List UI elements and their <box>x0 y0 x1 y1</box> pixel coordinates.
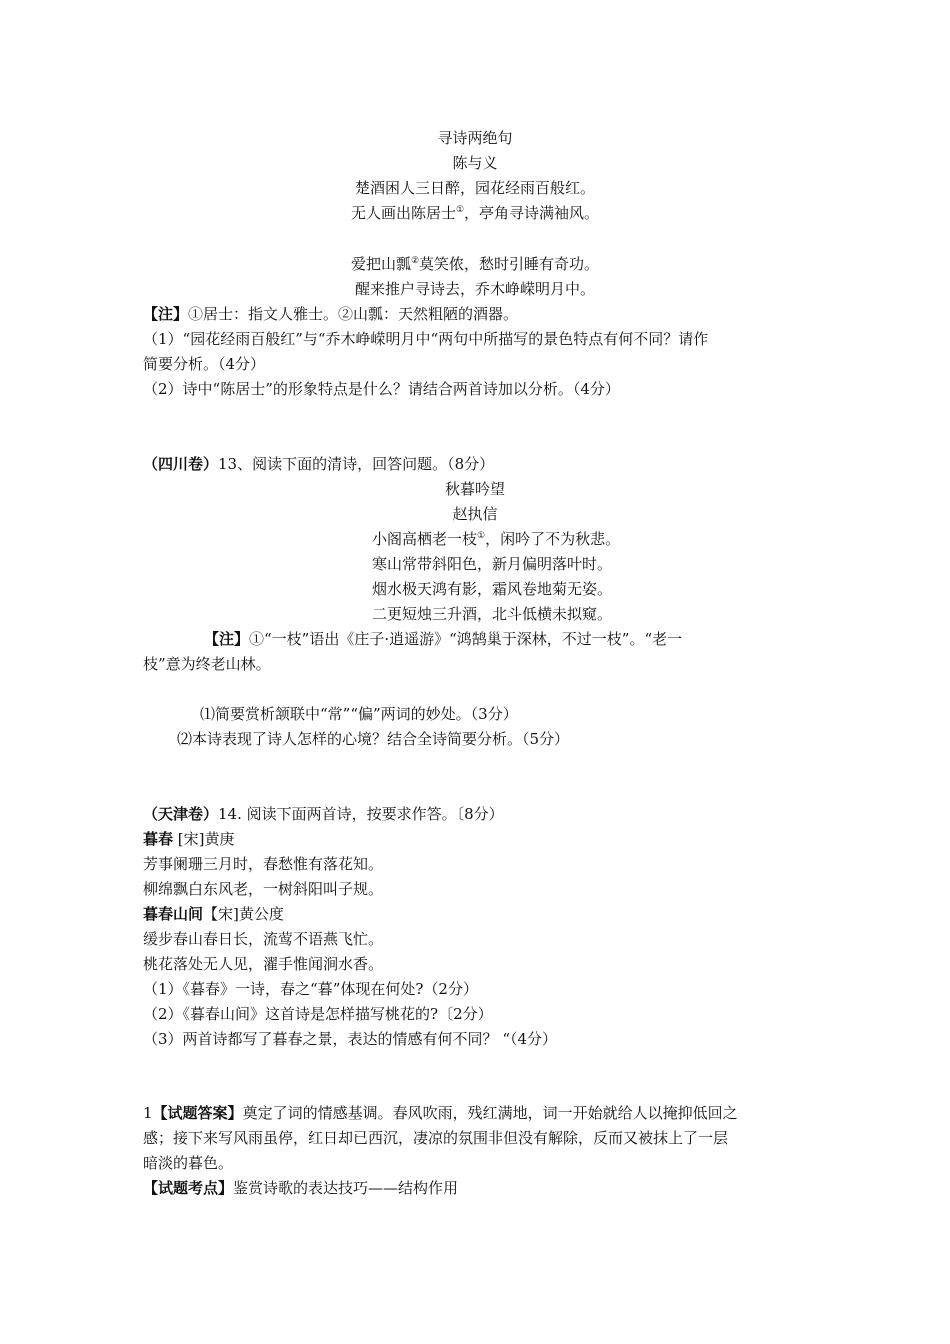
section-intro: 14. 阅读下面两首诗，按要求作答。〔8分） <box>218 805 504 823</box>
poem-line: 缓步春山春日长，流莺不语燕飞忙。 <box>143 930 384 948</box>
note <box>143 302 518 327</box>
answer-text: 奠定了词的情感基调。春风吹雨，残红满地，词一开始就给人以掩抑低回之 <box>242 1104 738 1122</box>
poem-line <box>0 201 950 226</box>
poem-line <box>0 252 950 277</box>
knowledge-point-label: 【试题考点】 <box>143 1179 234 1197</box>
answer-number: 1 <box>143 1104 153 1122</box>
poem-text: ，亭角寻诗满袖风。 <box>464 204 600 222</box>
poem-line: 醒来推户寻诗去，乔木峥嵘明月中。 <box>354 280 595 298</box>
poem-text: ，闲吟了不为秋悲。 <box>485 530 621 548</box>
poem-author: 【宋]黄公度 <box>203 905 284 923</box>
poem-text: 无人画出陈居士 <box>350 204 456 222</box>
answer-line: 感；接下来写风雨虽停，红日却已西沉，凄凉的氛围非但没有解除，反而又被抹上了一层 <box>143 1129 729 1147</box>
poem-line: 柳绵飘白东风老，一树斜阳叫子规。 <box>143 880 384 898</box>
footnote-marker: ② <box>410 256 420 266</box>
note-text: ①“一枝”语出《庄子·逍遥游》“鸿鹄巢于深林，不过一枝”。“老一 <box>249 630 683 648</box>
poem-line: 芳事阑珊三月时，春愁惟有落花知。 <box>143 855 384 873</box>
poem-title: 暮春 <box>143 830 174 848</box>
section-label: （天津卷） <box>143 805 219 823</box>
note <box>204 627 682 652</box>
poem-text: 爱把山瓢 <box>350 255 411 273</box>
poem-line: 寒山常带斜阳色，新月偏明落叶时。 <box>372 555 613 573</box>
section-heading <box>143 802 504 827</box>
section-intro: 13、阅读下面的清诗，回答问题。（8分） <box>218 455 495 473</box>
poem-text: 小阁高栖老一枝 <box>372 530 478 548</box>
question-cont: 简要分析。（4分） <box>143 355 266 373</box>
poem-line <box>372 527 620 552</box>
poem-author: 赵执信 <box>452 505 498 523</box>
answer-label: 【试题答案】 <box>152 1104 243 1122</box>
poem-author: 陈与义 <box>452 154 498 172</box>
answer-line: 暗淡的暮色。 <box>143 1154 234 1172</box>
question: ⑵本诗表现了诗人怎样的心境？结合全诗简要分析。（5分） <box>177 730 570 748</box>
poem-text: 莫笑侬，愁时引睡有奇功。 <box>419 255 600 273</box>
knowledge-point <box>143 1176 458 1201</box>
question: （2）诗中“陈居士”的形象特点是什么？请结合两首诗加以分析。（4分） <box>143 380 620 398</box>
answer-line <box>143 1101 738 1126</box>
knowledge-point-text: 鉴赏诗歌的表达技巧——结构作用 <box>233 1179 459 1197</box>
footnote-marker: ① <box>477 531 486 541</box>
note-text: ①居士：指文人雅士。②山瓢：天然粗陋的酒器。 <box>188 305 519 323</box>
question: （3）两首诗都写了暮春之景，表达的情感有何不同？ “（4分） <box>143 1030 558 1048</box>
question: （1）《暮春》一诗，春之“暮”体现在何处?（2分） <box>143 980 478 998</box>
poem-title: 寻诗两绝句 <box>437 129 513 147</box>
question: （1）“园花经雨百般红”与“乔木峥嵘明月中“两句中所描写的景色特点有何不同？请作 <box>143 330 709 348</box>
poem-line: 二更短烛三升酒，北斗低横未拟窥。 <box>372 605 613 623</box>
poem-heading <box>143 902 284 927</box>
question: （2）《暮春山间》这首诗是怎样描写桃花的?〔2分） <box>143 1005 493 1023</box>
poem-author: [宋]黄庚 <box>173 830 235 848</box>
footnote-marker: ① <box>455 205 465 215</box>
poem-line: 桃花落处无人见，濯手惟闻涧水香。 <box>143 955 384 973</box>
question: ⑴简要赏析颔联中“常”“偏”两词的妙处。（3分） <box>200 705 518 723</box>
section-heading <box>143 452 494 477</box>
poem-line: 烟水极天鸿有影，霜风卷地菊无姿。 <box>372 580 613 598</box>
poem-title: 秋暮吟望 <box>444 480 505 498</box>
poem-line: 楚酒困人三日醉，园花经雨百般红。 <box>354 179 595 197</box>
note-label: 【注】 <box>204 630 250 648</box>
note-cont: 枝”意为终老山林。 <box>143 655 271 673</box>
note-label: 【注】 <box>143 305 189 323</box>
poem-title: 暮春山间 <box>143 905 204 923</box>
section-label: （四川卷） <box>143 455 219 473</box>
poem-heading <box>143 827 235 852</box>
